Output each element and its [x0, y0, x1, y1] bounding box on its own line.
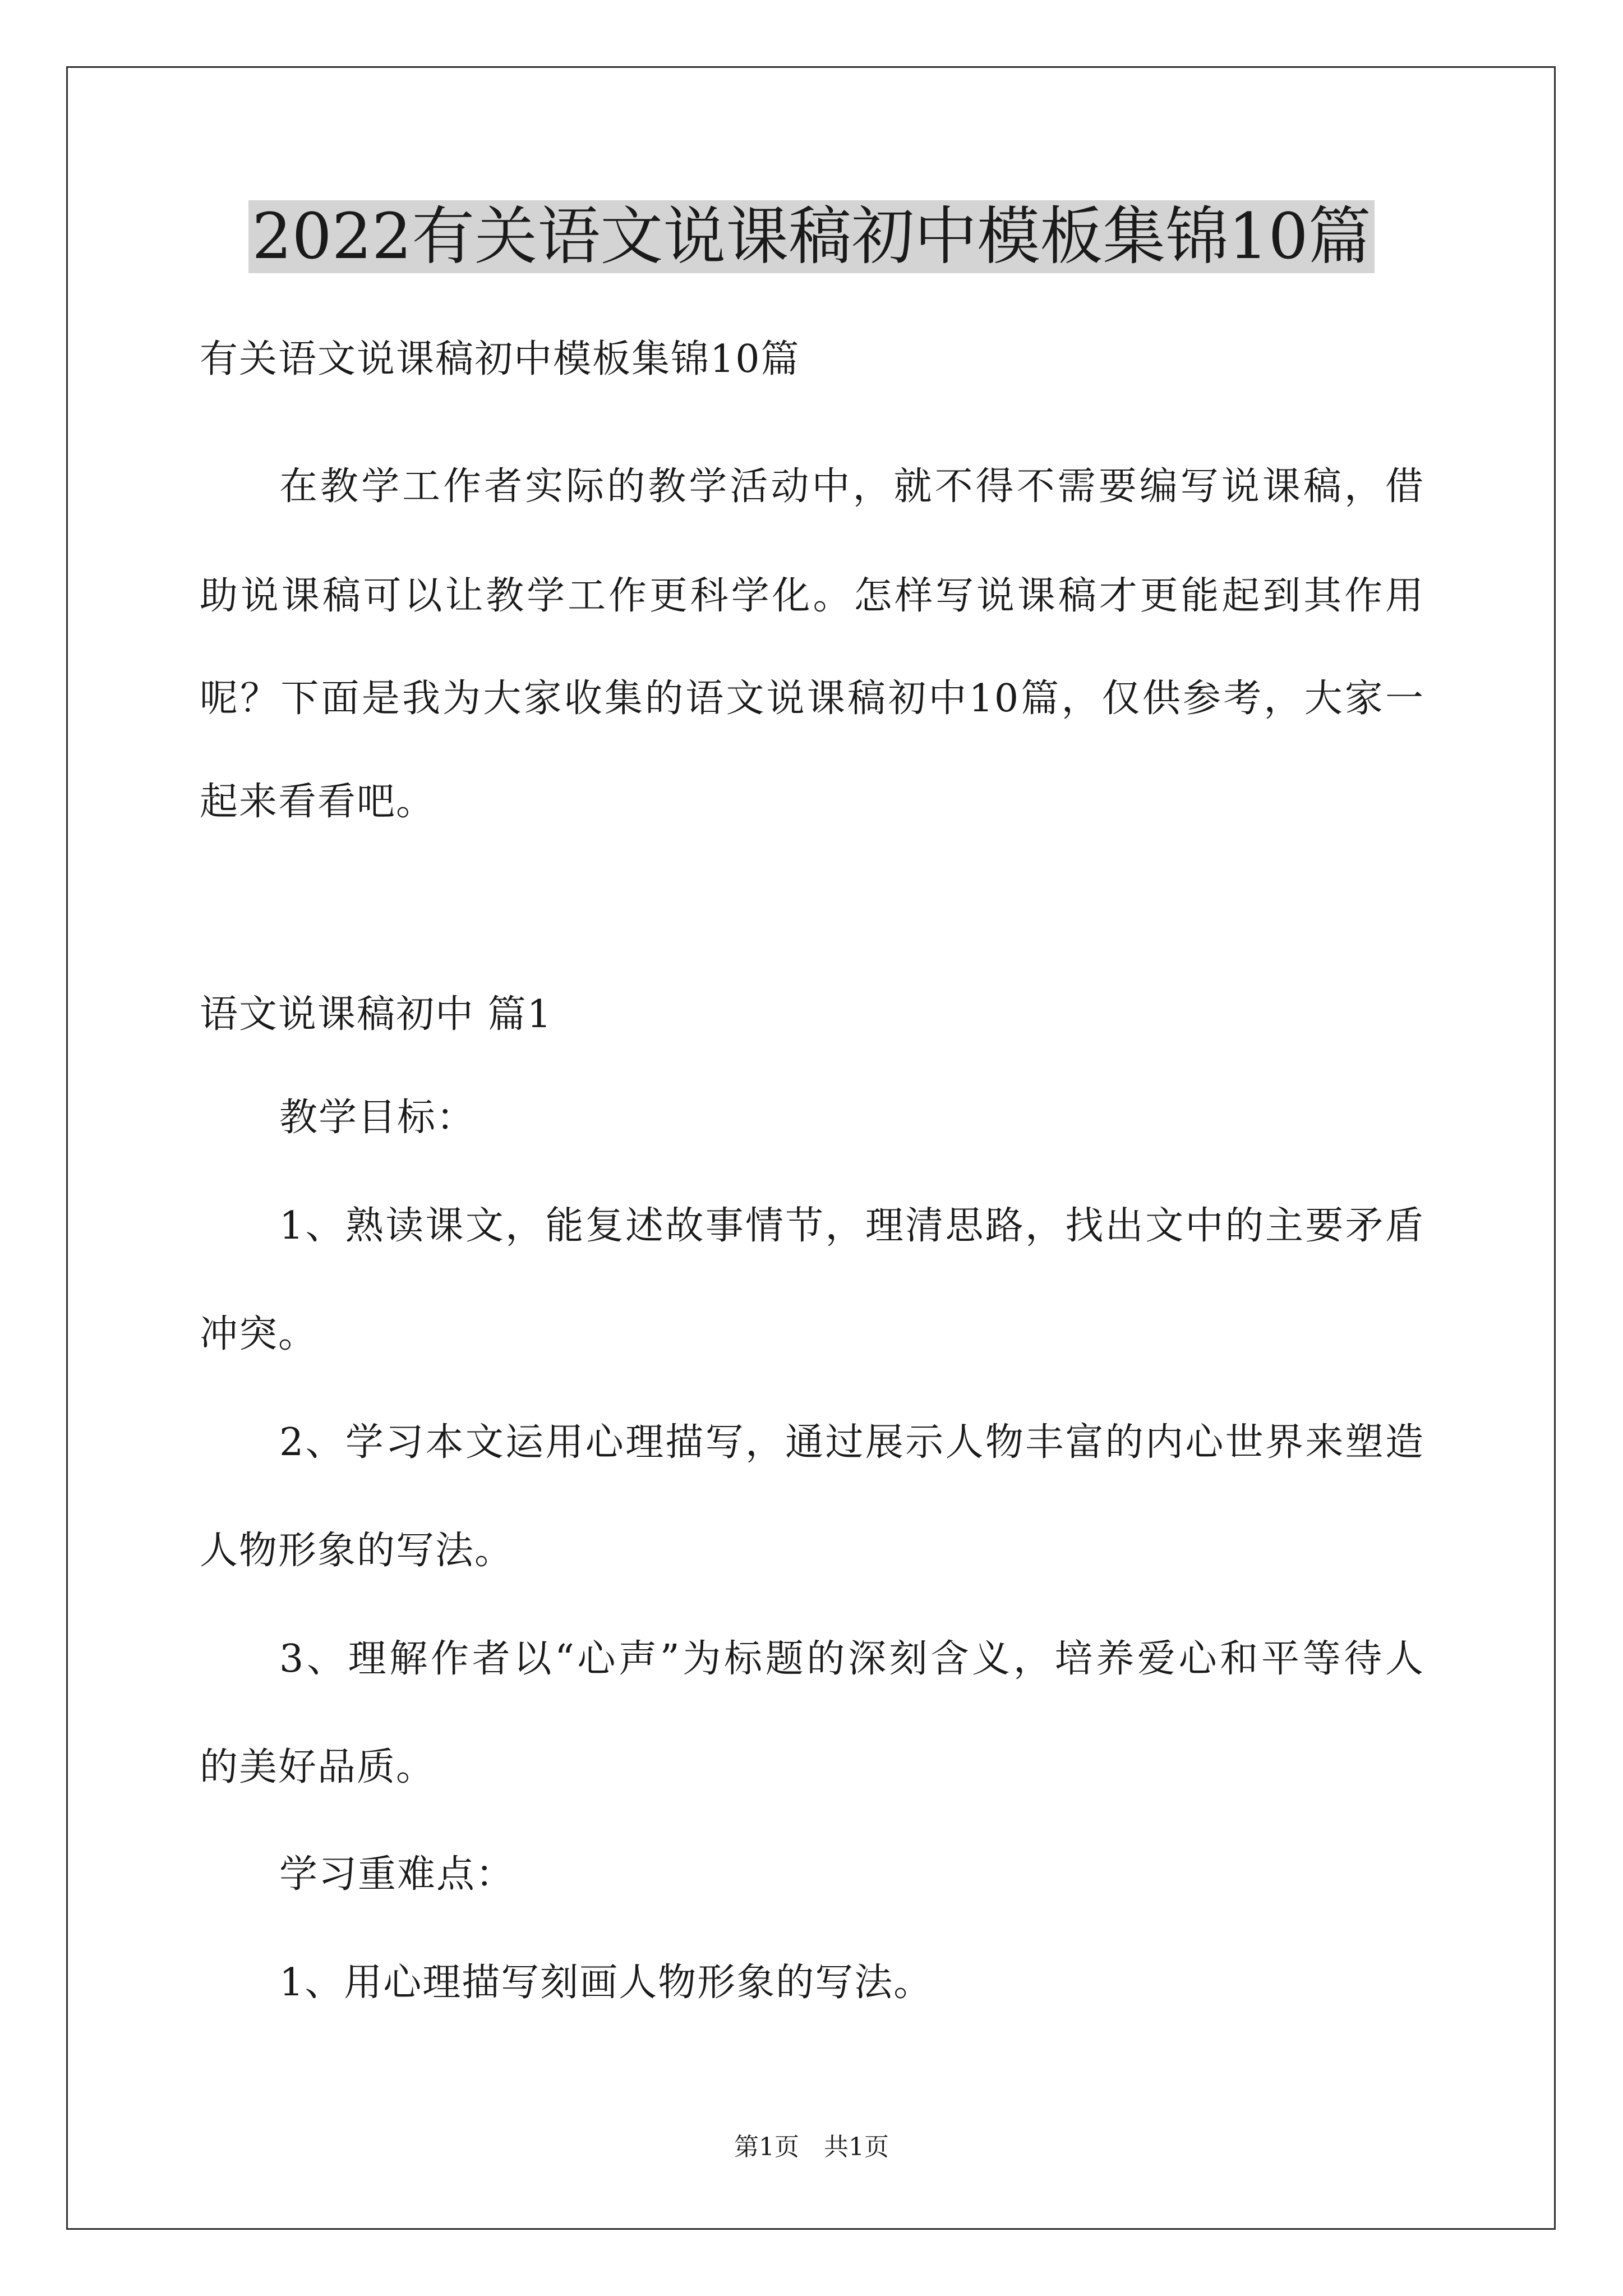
difficulty-item-1: 1、用心理描写刻画人物形象的写法。 [279, 1961, 933, 2005]
intro-line-2: 助说课稿可以让教学工作更科学化。怎样写说课稿才更能起到其作用 [200, 574, 1424, 618]
section-heading: 语文说课稿初中 篇1 [200, 992, 552, 1037]
document-subtitle: 有关语文说课稿初中模板集锦10篇 [200, 337, 800, 381]
page-footer: 第1页 共1页 [734, 2133, 889, 2161]
objective-3-line-1: 3、理解作者以“心声”为标题的深刻含义，培养爱心和平等待人 [279, 1637, 1424, 1681]
objective-1-line-2: 冲突。 [200, 1312, 318, 1356]
objective-3-line-2: 的美好品质。 [200, 1745, 436, 1789]
difficulty-label: 学习重难点： [279, 1852, 515, 1897]
document-title [0, 197, 1623, 276]
intro-line-1: 在教学工作者实际的教学活动中，就不得不需要编写说课稿，借 [279, 464, 1424, 509]
objective-2-line-2: 人物形象的写法。 [200, 1529, 514, 1573]
objectives-label: 教学目标： [279, 1096, 476, 1140]
page-border [66, 66, 1556, 2230]
intro-line-3: 呢？下面是我为大家收集的语文说课稿初中10篇，仅供参考，大家一 [200, 677, 1424, 721]
intro-line-4: 起来看看吧。 [200, 780, 436, 824]
objective-2-line-1: 2、学习本文运用心理描写，通过展示人物丰富的内心世界来塑造 [279, 1420, 1424, 1465]
document-title-text: 2022有关语文说课稿初中模板集锦10篇 [248, 200, 1375, 273]
objective-1-line-1: 1、熟读课文，能复述故事情节，理清思路，找出文中的主要矛盾 [279, 1204, 1424, 1248]
